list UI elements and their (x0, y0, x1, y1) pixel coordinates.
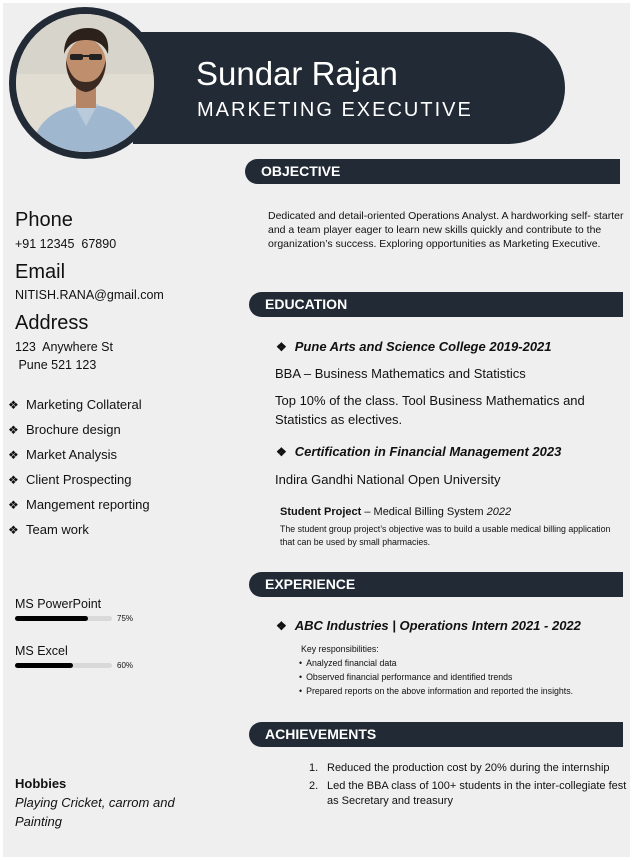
education-detail: Top 10% of the class. Tool Business Mathematics and Statistics as electives. (275, 393, 585, 427)
responsibilities-title: Key responsibilities: (301, 644, 379, 654)
diamond-bullet-icon: ❖ (8, 473, 19, 487)
responsibilities-list (299, 656, 573, 698)
diamond-bullet-icon: ❖ (8, 498, 19, 512)
diamond-bullet-icon: ❖ (276, 340, 287, 354)
hobbies-text: Playing Cricket, carrom and Painting (15, 795, 175, 829)
certification-subheading (276, 444, 561, 459)
address-line-2: Pune 521 123 (15, 358, 97, 372)
software-label-powerpoint: MS PowerPoint (15, 597, 102, 611)
phone-value: +91 12345 67890 (15, 237, 117, 251)
education-heading: EDUCATION (249, 292, 623, 317)
hobbies-heading: Hobbies (15, 776, 67, 791)
email-heading: Email (15, 261, 66, 283)
skill-item (8, 497, 150, 522)
certification-name: Certification in Financial Management 2023 (294, 444, 562, 459)
skill-item (8, 522, 150, 547)
excel-progress-fill (15, 663, 73, 668)
achievements-heading: ACHIEVEMENTS (249, 722, 623, 747)
project-year: 2022 (486, 506, 512, 518)
experience-role (276, 618, 581, 633)
achievement-item (309, 761, 627, 777)
college-subheading (276, 339, 552, 354)
skill-label: Marketing Collateral (26, 397, 142, 412)
project-description: The student group project’s objective was to build a usable medical billing application that can be used by small pharmacies. (280, 524, 611, 547)
diamond-bullet-icon: ❖ (276, 445, 287, 459)
responsibility-item: • Observed financial performance and identified trends (299, 670, 573, 684)
diamond-bullet-icon: ❖ (276, 619, 287, 633)
achievement-number: 1. (309, 762, 319, 774)
achievement-text: Reduced the production cost by 20% during the internship (327, 762, 610, 774)
excel-progress-track (15, 663, 112, 668)
experience-heading: EXPERIENCE (249, 572, 623, 597)
experience-role-text: ABC Industries | Operations Intern 2021 - 2022 (294, 618, 581, 633)
profile-photo (16, 14, 154, 152)
skill-label: Mangement reporting (26, 497, 150, 512)
achievement-item (309, 779, 627, 810)
skill-item (8, 447, 150, 472)
certification-institution: Indira Gandhi National Open University (275, 472, 501, 487)
college-name: Pune Arts and Science College 2019-2021 (294, 339, 552, 354)
skill-item (8, 472, 150, 497)
objective-text: Dedicated and detail-oriented Operations Analyst. A hardworking self- starter and a team player eager to learn new skills quickly and contribute to the organization’s success. Exploring opportunities as Marketing Executive. (268, 210, 624, 251)
skill-item (8, 422, 150, 447)
skill-label: Market Analysis (26, 447, 118, 462)
responsibility-item: • Analyzed financial data (299, 656, 573, 670)
software-label-excel: MS Excel (15, 644, 68, 658)
skill-label: Brochure design (26, 422, 121, 437)
powerpoint-progress-track (15, 616, 112, 621)
objective-heading: OBJECTIVE (245, 159, 620, 184)
skill-label: Client Prospecting (26, 472, 132, 487)
candidate-job-title: MARKETING EXECUTIVE (197, 99, 473, 121)
email-value: NITISH.RANA@gmail.com (15, 288, 164, 302)
skills-list (8, 397, 150, 547)
profile-photo-image (16, 14, 154, 152)
project-name: – Medical Billing System (361, 506, 487, 518)
degree-text: BBA – Business Mathematics and Statistics (275, 366, 526, 381)
excel-percent: 60% (117, 661, 134, 670)
powerpoint-progress-fill (15, 616, 88, 621)
achievement-text: Led the BBA class of 100+ students in the inter-collegiate fest as Secretary and treasury (327, 779, 627, 807)
achievement-number: 2. (309, 779, 319, 792)
skill-label: Team work (26, 522, 89, 537)
diamond-bullet-icon: ❖ (8, 523, 19, 537)
candidate-name: Sundar Rajan (196, 55, 398, 92)
skill-item (8, 397, 150, 422)
diamond-bullet-icon: ❖ (8, 448, 19, 462)
powerpoint-percent: 75% (117, 614, 134, 623)
project-label: Student Project (280, 506, 362, 518)
diamond-bullet-icon: ❖ (8, 423, 19, 437)
responsibility-item: • Prepared reports on the above information and reported the insights. (299, 684, 573, 698)
resume-page (3, 3, 630, 857)
address-heading: Address (15, 312, 89, 334)
address-line-1: 123 Anywhere St (15, 340, 113, 354)
phone-heading: Phone (15, 209, 73, 231)
student-project-line (280, 506, 511, 518)
achievements-list (309, 761, 627, 812)
diamond-bullet-icon: ❖ (8, 398, 19, 412)
